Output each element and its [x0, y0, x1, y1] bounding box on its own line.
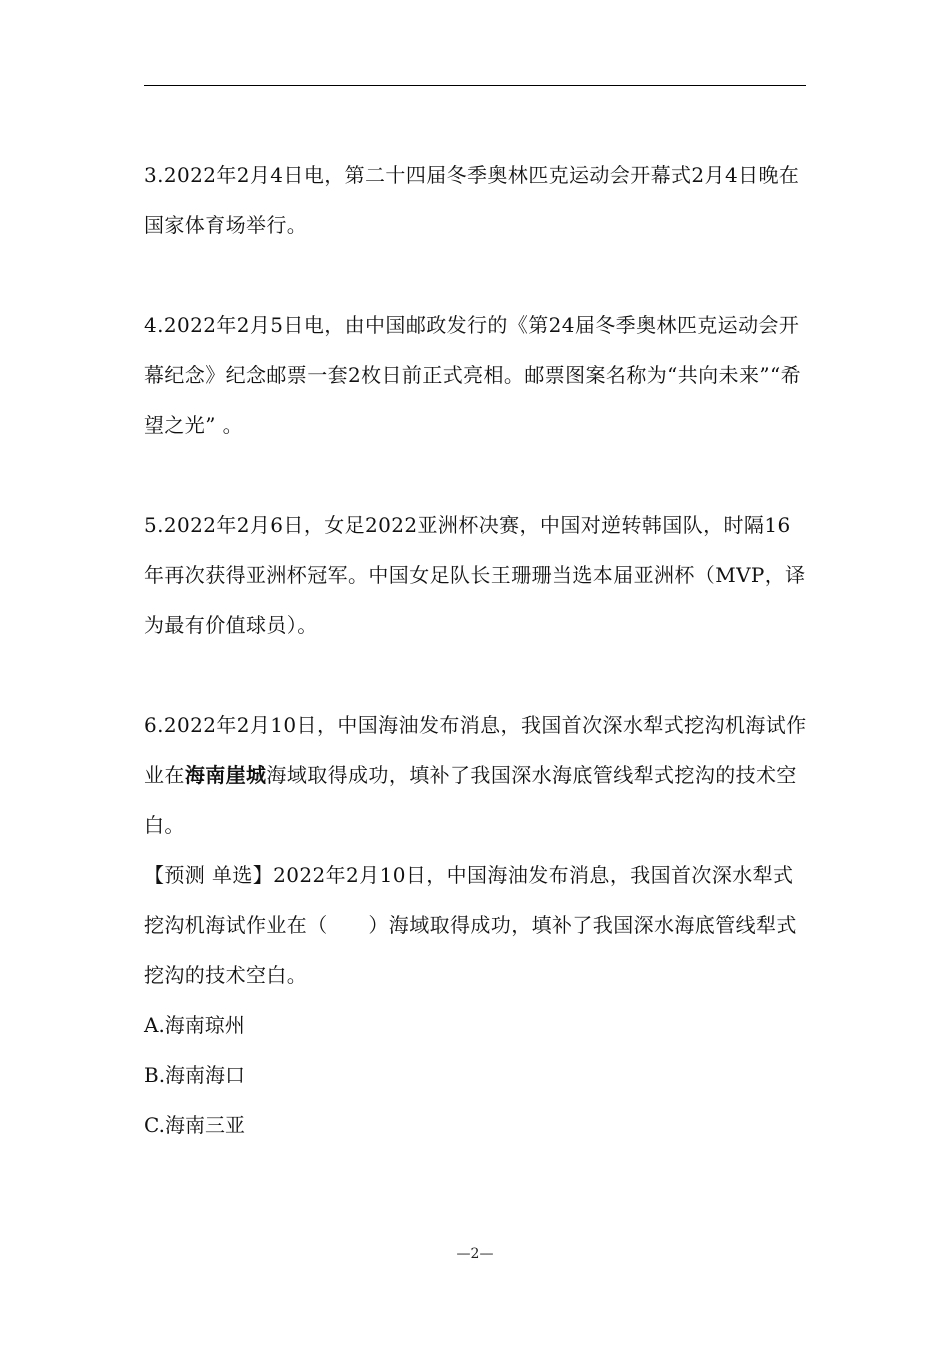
news-item-6	[144, 700, 809, 850]
option-a: A.海南琼州	[144, 1013, 245, 1037]
page-number: —2—	[456, 1246, 494, 1262]
option-b: B.海南海口	[144, 1063, 246, 1087]
news-item-6-before: 6.2022年2月10日，中国海油发布消息，我国首次深水犁式挖沟机海试作业在	[144, 713, 807, 787]
header-rule	[144, 85, 806, 86]
prediction-question: 【预测 单选】2022年2月10日，中国海油发布消息，我国首次深水犁式挖沟机海试作业在（ ）海域取得成功，填补了我国深水海底管线犁式挖沟的技术空白。	[144, 863, 797, 987]
document-body	[144, 150, 809, 1150]
news-item-6-highlight: 海南崖城	[184, 763, 267, 787]
news-item-6-after: 海域取得成功，填补了我国深水海底管线犁式挖沟的技术空白。	[144, 763, 797, 837]
news-item-5: 5.2022年2月6日，女足2022亚洲杯决赛，中国对逆转韩国队，时隔16年再次获得亚洲杯冠军。中国女足队长王珊珊当选本届亚洲杯（MVP，译为最有价值球员）。	[144, 513, 806, 637]
option-c: C.海南三亚	[144, 1113, 245, 1137]
news-item-3: 3.2022年2月4日电，第二十四届冬季奥林匹克运动会开幕式2月4日晚在国家体育场举行。	[144, 163, 800, 237]
news-item-4: 4.2022年2月5日电，由中国邮政发行的《第24届冬季奥林匹克运动会开幕纪念》纪念邮票一套2枚日前正式亮相。邮票图案名称为“共向未来”“希望之光” 。	[144, 313, 801, 437]
